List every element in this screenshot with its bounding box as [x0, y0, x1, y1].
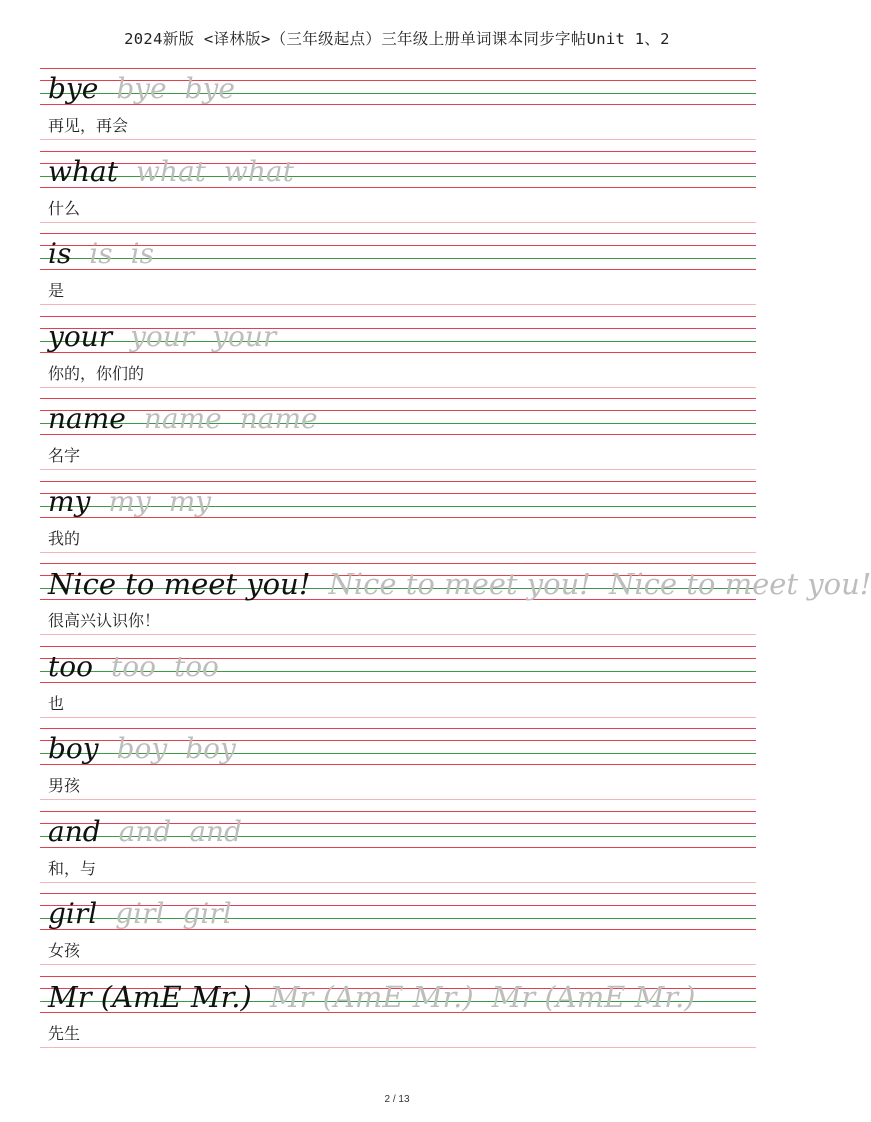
trace-word: name: [143, 402, 222, 435]
copybook-entry: [0, 314, 794, 396]
trace-word: too: [110, 649, 156, 683]
word-row: [48, 728, 236, 764]
separator-line: [40, 882, 756, 883]
trace-word: bye: [116, 72, 167, 105]
word-row: [48, 976, 695, 1012]
separator-line: [40, 304, 756, 305]
copybook-entry: [0, 726, 794, 808]
word-meaning: 女孩: [48, 941, 81, 960]
vocab-word: boy: [48, 732, 99, 765]
copybook-entry: [0, 561, 871, 643]
page-number: 2 / 13: [384, 1094, 410, 1105]
trace-word: Mr (AmE Mr.): [491, 979, 696, 1014]
trace-word: your: [130, 319, 195, 353]
word-meaning: 很高兴认识你！: [48, 611, 161, 630]
copybook-entry: [0, 231, 794, 313]
word-meaning: 我的: [48, 528, 81, 548]
trace-word: boy: [116, 732, 168, 765]
vocab-word: Mr (AmE Mr.): [48, 979, 252, 1014]
word-row: [48, 398, 318, 434]
vocab-word: is: [48, 237, 72, 270]
separator-line: [40, 964, 756, 965]
word-meaning: 也: [48, 693, 65, 713]
trace-word: Nice to meet you!: [328, 567, 591, 601]
word-row: [48, 481, 211, 517]
separator-line: [40, 222, 756, 223]
copybook-entry: [0, 66, 794, 148]
copybook-entry: [0, 891, 794, 973]
vocab-word: my: [48, 484, 91, 518]
word-meaning: 再见，再会: [48, 116, 129, 135]
trace-word: name: [239, 402, 318, 435]
vocab-word: your: [48, 319, 113, 353]
word-meaning: 名字: [48, 446, 81, 465]
trace-word: my: [168, 484, 212, 518]
word-meaning: 是: [48, 281, 65, 300]
separator-line: [40, 552, 756, 553]
vocab-word: Nice to meet you!: [48, 567, 311, 601]
word-row: [48, 563, 871, 599]
trace-word: and: [118, 814, 172, 848]
word-meaning: 你的，你们的: [48, 363, 145, 383]
trace-word: is: [130, 237, 154, 270]
trace-word: girl: [115, 897, 165, 930]
word-row: [48, 893, 232, 929]
trace-word: and: [189, 814, 242, 848]
copybook-entry: [0, 809, 794, 891]
separator-line: [40, 717, 756, 718]
word-meaning: 先生: [48, 1023, 81, 1043]
trace-word: Mr (AmE Mr.): [269, 979, 474, 1014]
trace-word: bye: [184, 72, 235, 105]
copybook-entry: [0, 974, 794, 1056]
copybook-entry: [0, 479, 794, 561]
page-title: 2024新版 <译林版>（三年级起点）三年级上册单词课本同步字帖Unit 1、2: [124, 30, 670, 48]
separator-line: [40, 387, 756, 388]
trace-word: is: [89, 237, 113, 270]
copybook-entry: [0, 644, 794, 726]
separator-line: [40, 634, 756, 635]
vocab-word: name: [48, 402, 126, 435]
vocab-word: bye: [48, 72, 99, 105]
trace-word: what: [223, 154, 294, 188]
vocab-word: girl: [48, 897, 98, 930]
separator-line: [40, 139, 756, 140]
word-meaning: 男孩: [48, 776, 81, 795]
trace-word: your: [212, 319, 277, 353]
vocab-word: what: [48, 154, 118, 188]
word-row: [48, 811, 242, 847]
word-meaning: 和，与: [48, 858, 97, 878]
word-meaning: 什么: [48, 198, 81, 218]
copybook-entry: [0, 396, 794, 478]
word-row: [48, 151, 294, 187]
trace-word: boy: [185, 732, 236, 765]
trace-word: my: [108, 484, 151, 518]
word-row: [48, 316, 276, 352]
separator-line: [40, 799, 756, 800]
vocab-word: and: [48, 814, 101, 848]
copybook-entry: [0, 149, 794, 231]
word-row: [48, 646, 219, 682]
vocab-word: too: [48, 649, 93, 683]
word-row: [48, 68, 235, 104]
trace-word: too: [173, 649, 219, 683]
trace-word: Nice to meet you!: [608, 567, 871, 601]
separator-line: [40, 469, 756, 470]
word-row: [48, 233, 154, 269]
separator-line: [40, 1047, 756, 1048]
trace-word: girl: [182, 897, 232, 930]
trace-word: what: [135, 154, 206, 188]
